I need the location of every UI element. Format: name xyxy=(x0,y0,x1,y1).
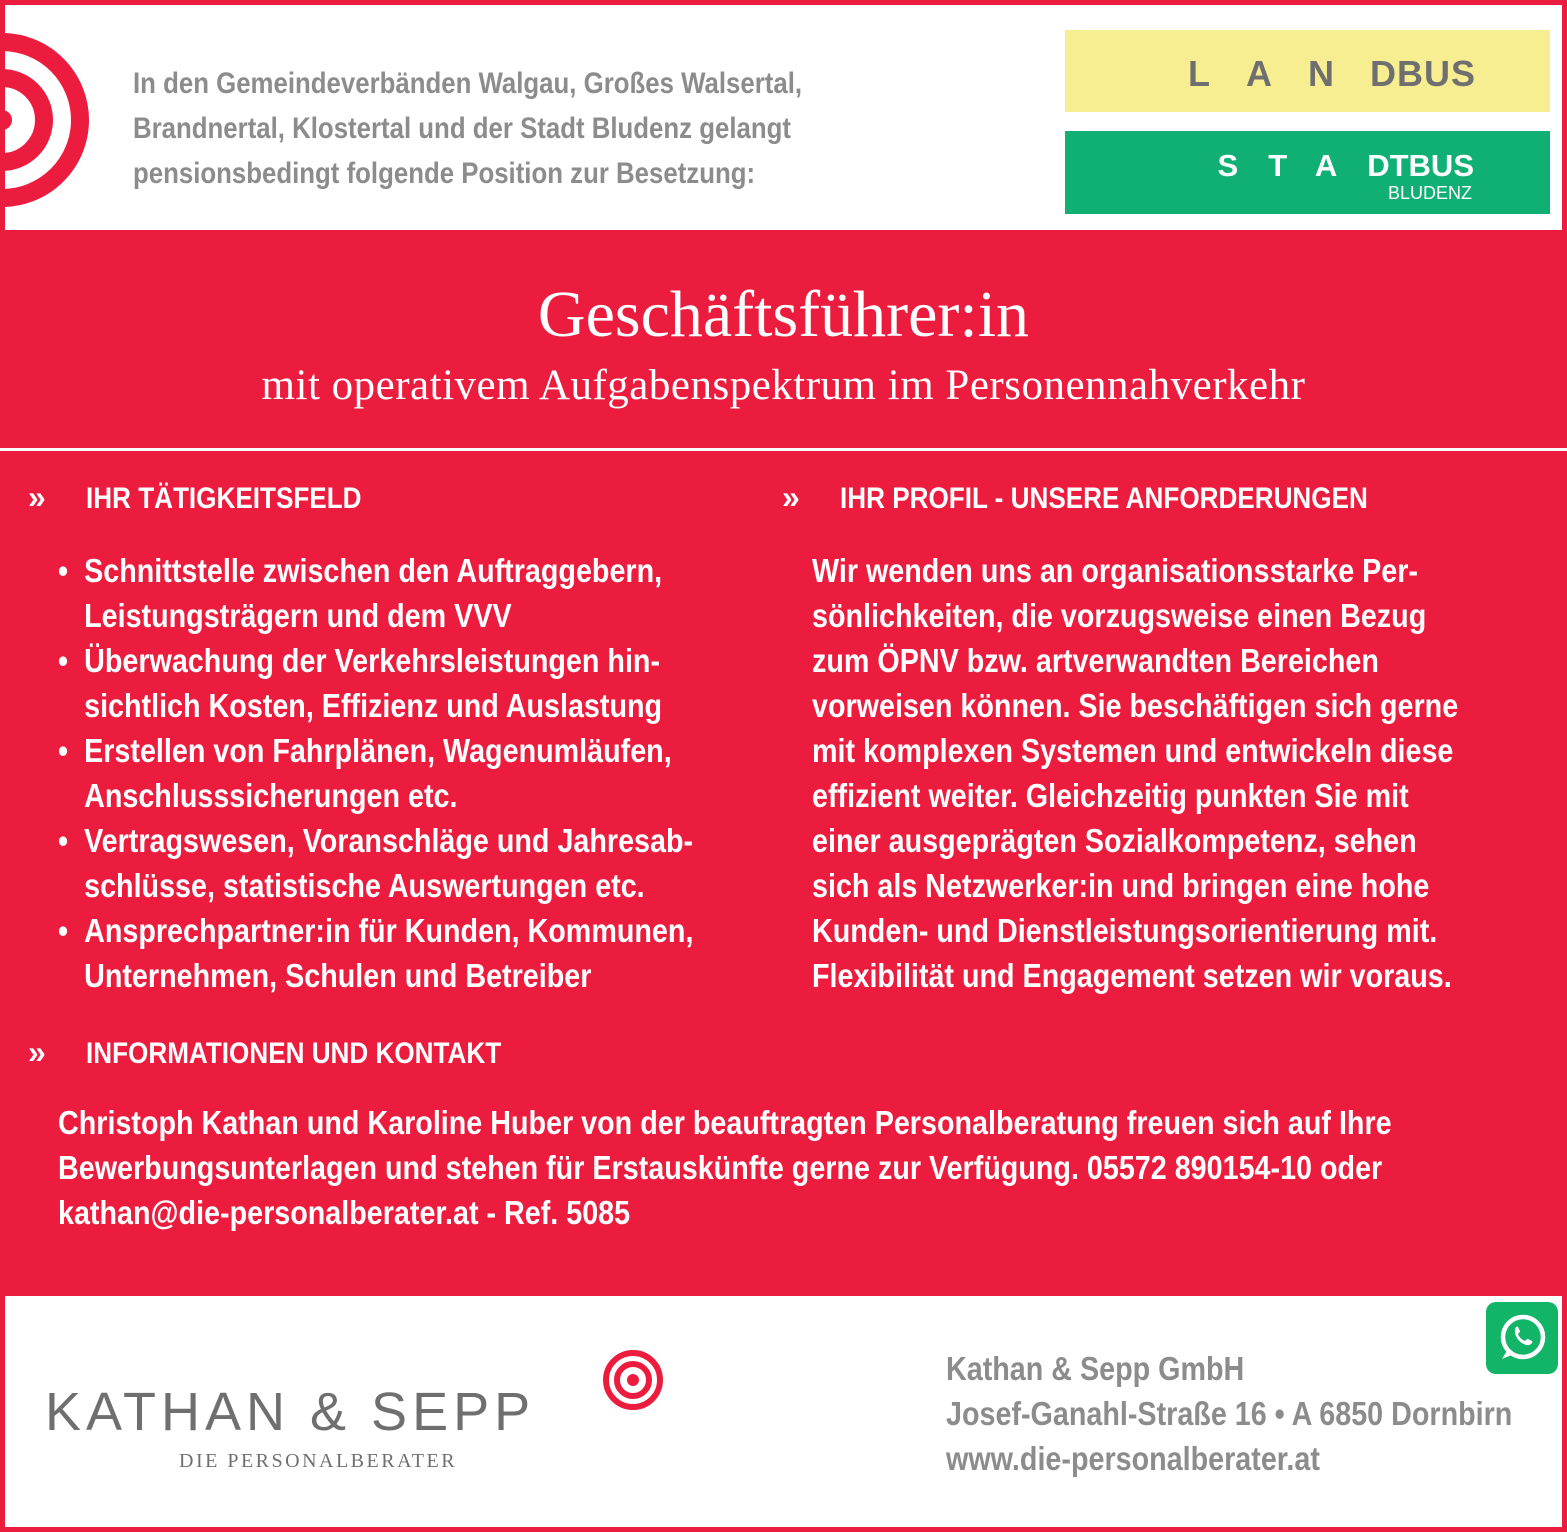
list-item-line: schlüsse, statistische Auswertungen etc. xyxy=(84,867,645,904)
chevron-right-icon: » xyxy=(28,479,46,515)
text-line: vorweisen können. Sie beschäftigen sich gerne xyxy=(812,687,1459,724)
stadtbus-suffix: DTBUS xyxy=(1367,148,1474,183)
text-line: Wir wenden uns an organisationsstarke Per- xyxy=(812,552,1418,589)
text-line: Bewerbungsunterlagen und stehen für Erstauskünfte gerne zur Verfügung. 05572 890154-10 oder xyxy=(58,1149,1383,1186)
profile-text xyxy=(812,548,1552,998)
text-line: mit komplexen Systemen und entwickeln diese xyxy=(812,732,1454,769)
chevron-right-icon: » xyxy=(28,1034,46,1070)
stadtbus-prefix: STA xyxy=(1217,148,1368,183)
stadtbus-logo xyxy=(1065,131,1550,214)
contact-email-line[interactable]: kathan@die-personalberater.at - Ref. 5085 xyxy=(58,1194,631,1231)
bullet-icon: • xyxy=(58,822,69,859)
intro-line: In den Gemeindeverbänden Walgau, Großes Walsertal, xyxy=(133,67,803,100)
job-title: Geschäftsführer:in xyxy=(537,278,1030,351)
list-item-line: Leistungsträgern und dem VVV xyxy=(84,597,512,634)
company-logo-wordmark: KATHAN & SEPP xyxy=(45,1382,536,1442)
company-address xyxy=(946,1346,1512,1481)
whatsapp-button[interactable] xyxy=(1486,1302,1558,1374)
text-line: einer ausgeprägten Sozialkompetenz, sehen xyxy=(812,822,1417,859)
company-logo-tagline: DIE PERSONALBERATER xyxy=(179,1450,458,1472)
bullet-icon: • xyxy=(58,552,69,589)
section-heading-label: IHR TÄTIGKEITSFELD xyxy=(86,482,362,515)
footer-area xyxy=(5,1296,1562,1527)
section-heading-label: INFORMATIONEN UND KONTAKT xyxy=(86,1037,502,1070)
list-item-line: Erstellen von Fahrplänen, Wagenumläufen, xyxy=(84,732,672,769)
list-item-line: Schnittstelle zwischen den Auftraggebern, xyxy=(84,552,663,589)
list-item xyxy=(58,548,806,638)
text-line: Kunden- und Dienstleistungsorientierung mit. xyxy=(812,912,1438,949)
list-item-line: Unternehmen, Schulen und Betreiber xyxy=(84,957,592,994)
job-subtitle: mit operativem Aufgabenspektrum im Personennahverkehr xyxy=(261,362,1306,409)
text-line: zum ÖPNV bzw. artverwandten Bereichen xyxy=(812,642,1379,679)
text-line: effizient weiter. Gleichzeitig punkten Sie mit xyxy=(812,777,1409,814)
bullet-icon: • xyxy=(58,732,69,769)
section-heading-kontakt xyxy=(28,1033,563,1073)
company-name: Kathan & Sepp GmbH xyxy=(946,1350,1245,1387)
text-line: Christoph Kathan und Karoline Huber von der beauftragten Personalberatung freuen sich auf Ihre xyxy=(58,1104,1392,1141)
bullet-icon: • xyxy=(58,642,69,679)
list-item-line: Vertragswesen, Voranschläge und Jahresab- xyxy=(84,822,694,859)
landbus-suffix: DBUS xyxy=(1369,53,1476,94)
whatsapp-icon xyxy=(1486,1302,1558,1374)
stadtbus-sub: BLUDENZ xyxy=(1387,183,1472,203)
chevron-right-icon: » xyxy=(782,479,800,515)
list-item-line: Anschlusssicherungen etc. xyxy=(84,777,458,814)
bullet-icon: • xyxy=(58,912,69,949)
section-heading-taetigkeit xyxy=(28,478,403,518)
list-item-line: sichtlich Kosten, Effizienz und Auslastung xyxy=(84,687,663,724)
text-line: sönlichkeiten, die vorzugsweise einen Bezug xyxy=(812,597,1427,634)
header-area xyxy=(5,5,1562,230)
list-item-line: Ansprechpartner:in für Kunden, Kommunen, xyxy=(84,912,694,949)
intro-line: Brandnertal, Klostertal und der Stadt Bludenz gelangt xyxy=(133,112,791,145)
landbus-prefix: LAN xyxy=(1187,53,1370,94)
intro-line: pensionsbedingt folgende Position zur Besetzung: xyxy=(133,157,756,190)
divider xyxy=(0,448,1567,451)
list-item-line: Überwachung der Verkehrsleistungen hin- xyxy=(84,642,661,679)
section-heading-profil xyxy=(782,478,1447,518)
text-line: sich als Netzwerker:in und bringen eine hohe xyxy=(812,867,1430,904)
intro-text xyxy=(133,61,838,196)
text-line: Flexibilität und Engagement setzen wir voraus. xyxy=(812,957,1452,994)
landbus-logo xyxy=(1065,30,1550,112)
section-heading-label: IHR PROFIL - UNSERE ANFORDERUNGEN xyxy=(840,482,1368,515)
list-item xyxy=(58,638,806,728)
website-link[interactable]: www.die-personalberater.at xyxy=(946,1440,1320,1477)
list-item xyxy=(58,818,806,908)
street-address: Josef-Ganahl-Straße 16 • A 6850 Dornbirn xyxy=(946,1395,1513,1432)
target-rings-icon xyxy=(5,25,95,215)
list-item xyxy=(58,908,806,998)
contact-text xyxy=(58,1100,1485,1235)
list-item xyxy=(58,728,806,818)
target-icon xyxy=(601,1348,665,1412)
task-list xyxy=(58,548,806,998)
